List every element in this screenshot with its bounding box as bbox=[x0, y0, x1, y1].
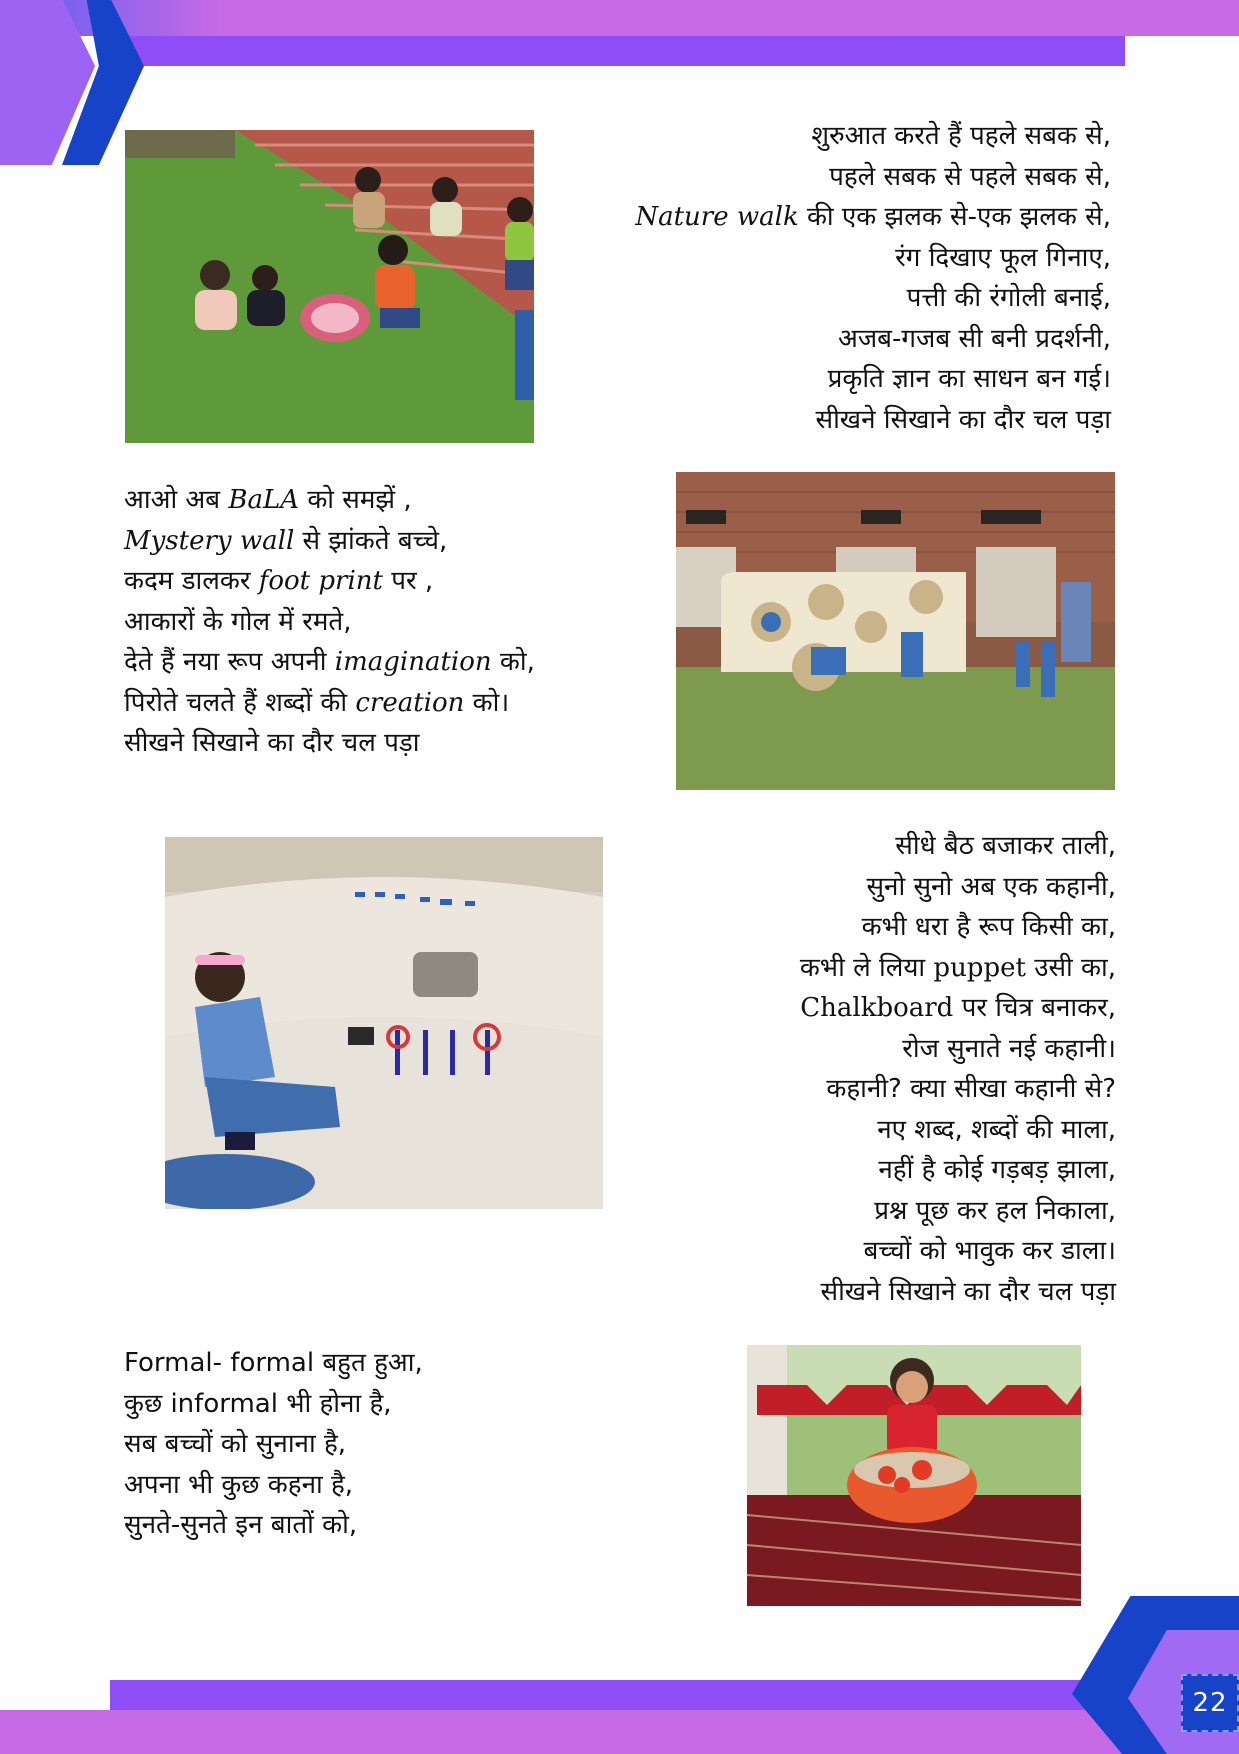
photo-child-activity bbox=[165, 837, 603, 1209]
poem-line: सुनते-सुनते इन बातों को, bbox=[124, 1510, 358, 1540]
poem-line: प्रकृति ज्ञान का साधन बन गई। bbox=[827, 364, 1111, 394]
poem-line bbox=[124, 480, 535, 521]
english-term: Chalkboard bbox=[800, 993, 954, 1023]
top-purple-band bbox=[0, 0, 1239, 36]
poem-line: प्रश्न पूछ कर हल निकाला, bbox=[874, 1195, 1116, 1226]
poem-line: पत्ती की रंगोली बनाई, bbox=[906, 283, 1111, 313]
poem-line: रंग दिखाए फूल गिनाए, bbox=[895, 242, 1111, 273]
poem-text: को। bbox=[464, 687, 510, 718]
poem-text: पर चित्र बनाकर, bbox=[953, 993, 1116, 1023]
poem-line: रोज सुनाते नई कहानी। bbox=[902, 1033, 1116, 1064]
poem-line: सीधे बैठ बजाकर ताली, bbox=[895, 831, 1116, 861]
poem-line: अपना भी कुछ कहना है, bbox=[124, 1469, 354, 1500]
poem-text: देते हैं नया रूप अपनी bbox=[124, 647, 335, 677]
poem-text: उसी का, bbox=[1025, 952, 1116, 983]
poem-line: सीखने सिखाने का दौर चल पड़ा bbox=[820, 1276, 1116, 1307]
poem-line: सुनो सुनो अब एक कहानी, bbox=[866, 871, 1116, 902]
english-term: puppet bbox=[933, 952, 1026, 983]
poem-text: से झांकते बच्चे, bbox=[294, 525, 448, 556]
poem-line: सीखने सिखाने का दौर चल पड़ा bbox=[124, 728, 420, 758]
poem-line bbox=[124, 683, 535, 724]
poem-line: कभी धरा है रूप किसी का, bbox=[861, 912, 1116, 942]
english-term: Nature walk bbox=[635, 202, 799, 232]
poem-line: बच्चों को भावुक कर डाला। bbox=[863, 1236, 1116, 1266]
poem-text: आओ अब bbox=[124, 485, 229, 515]
poem-line bbox=[124, 561, 535, 602]
english-term: BaLA bbox=[228, 485, 300, 515]
poem-text: कदम डालकर bbox=[124, 566, 259, 596]
poem-line: नहीं है कोई गड़बड़ झाला, bbox=[878, 1155, 1116, 1185]
stanza-storytelling bbox=[660, 826, 1116, 1312]
top-violet-bar bbox=[118, 36, 1125, 66]
poem-line bbox=[660, 948, 1116, 989]
photo-nature-walk bbox=[125, 130, 534, 443]
stanza-nature-walk bbox=[600, 116, 1111, 440]
bottom-violet-bar bbox=[110, 1680, 1239, 1710]
poem-line: शुरुआत करते हैं पहले सबक से, bbox=[811, 121, 1111, 151]
poem-line: सब बच्चों को सुनाना है, bbox=[124, 1429, 347, 1459]
stanza-bala bbox=[124, 480, 535, 764]
poem-line bbox=[124, 642, 535, 683]
poem-text: कभी ले लिया bbox=[799, 952, 934, 983]
poem-text: की एक झलक से-एक झलक से, bbox=[798, 202, 1111, 232]
poem-text: पर , bbox=[382, 566, 434, 596]
photo-mystery-wall bbox=[676, 472, 1115, 790]
poem-line: पहले सबक से पहले सबक से, bbox=[829, 161, 1111, 192]
poem-line: नए शब्द, शब्दों की माला, bbox=[877, 1114, 1116, 1145]
poem-text: पिरोते चलते हैं शब्दों की bbox=[124, 687, 356, 718]
stanza-informal bbox=[124, 1343, 423, 1546]
bottom-purple-band bbox=[0, 1710, 1239, 1754]
poem-line: Formal- formal बहुत हुआ, bbox=[124, 1348, 423, 1378]
poem-text: को, bbox=[491, 647, 535, 677]
poem-line: आकारों के गोल में रमते, bbox=[124, 606, 352, 637]
poem-line bbox=[660, 988, 1116, 1029]
english-term: Mystery wall bbox=[124, 525, 295, 556]
english-term: creation bbox=[355, 687, 465, 718]
poem-line bbox=[124, 521, 535, 562]
page-number: 22 bbox=[1181, 1674, 1239, 1732]
poem-line bbox=[600, 197, 1111, 238]
photo-sensory-play bbox=[747, 1345, 1081, 1606]
poem-line: कुछ informal भी होना है, bbox=[124, 1388, 392, 1419]
english-term: foot print bbox=[258, 566, 383, 596]
english-term: imagination bbox=[334, 647, 492, 677]
poem-line: सीखने सिखाने का दौर चल पड़ा bbox=[815, 404, 1111, 435]
poem-text: को समझें , bbox=[299, 485, 412, 515]
poem-line: अजब-गजब सी बनी प्रदर्शनी, bbox=[838, 323, 1111, 354]
poem-line: कहानी? क्या सीखा कहानी से? bbox=[826, 1074, 1116, 1104]
